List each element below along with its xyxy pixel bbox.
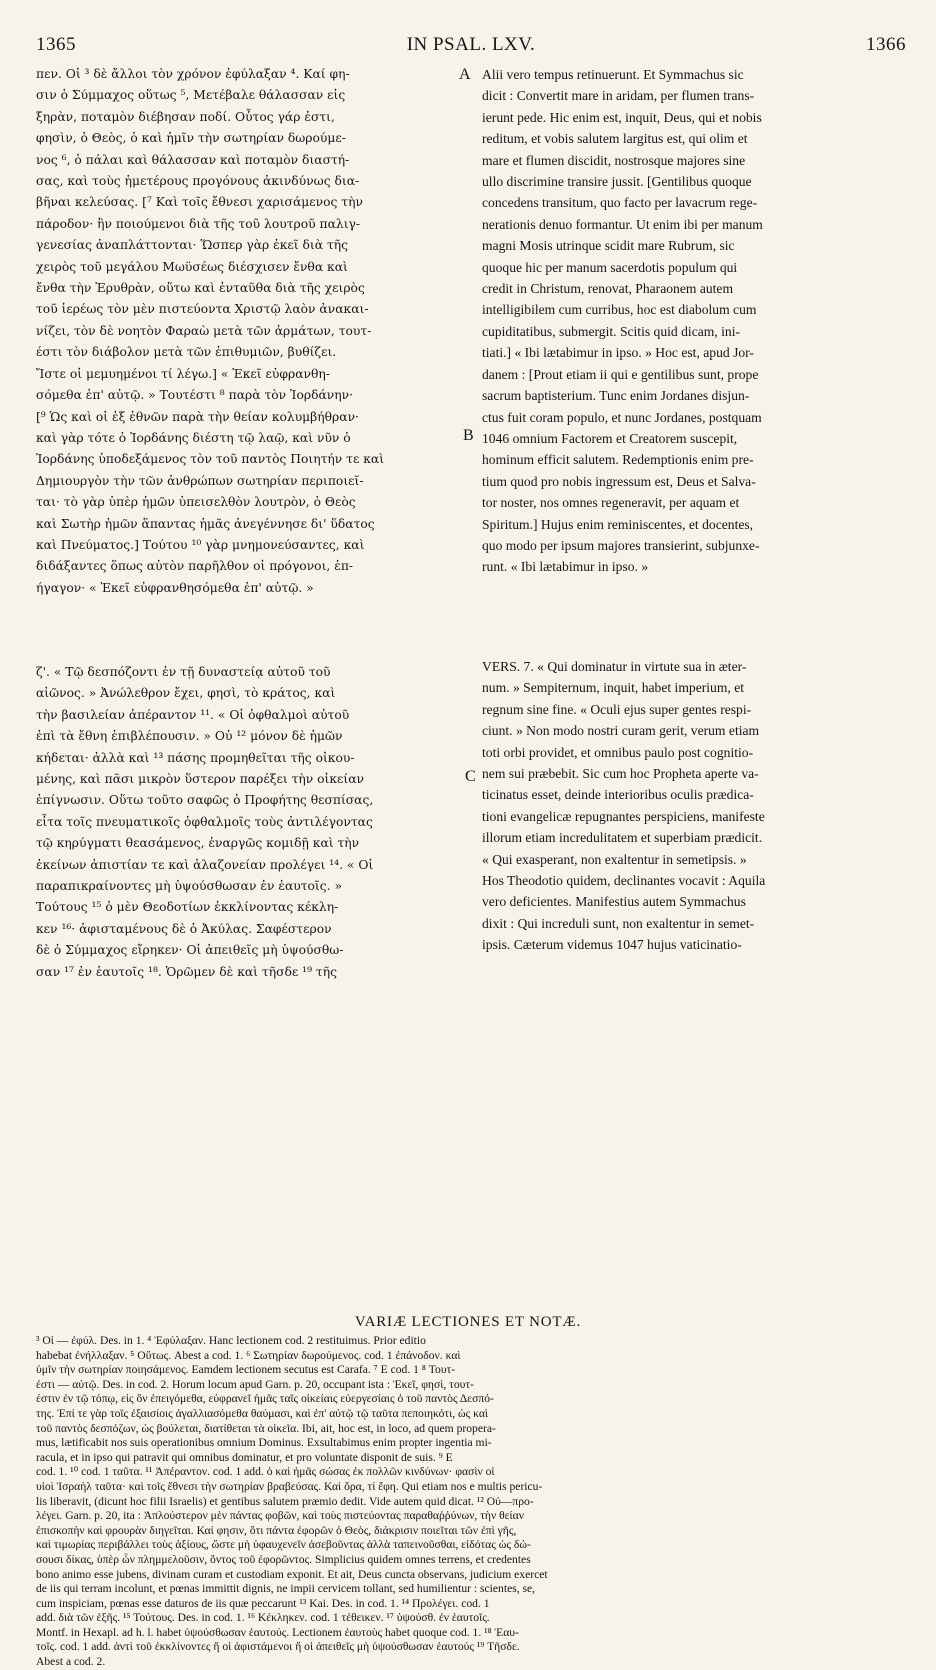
- latin-text-line: ticinatus esset, deinde interioribus oculis prædica-: [482, 787, 754, 803]
- running-title: IN PSAL. LXV.: [406, 34, 536, 55]
- footnote-line: έστιν ἐν τῷ τόπῳ, εἰς ὃν ἐπειγόμεθα, εὐφρανεῖ ἡμᾶς ταῖς οἰκείαις εὐεργεσίαις ὁ τοῦ παντὸς Δεσπό-: [36, 1392, 494, 1406]
- footnote-line: έστι — αὐτῷ. Des. in cod. 2. Horum locum apud Garn. p. 20, occupant ista : Ἐκεῖ, φησὶ, τουτ-: [36, 1377, 474, 1391]
- latin-text-line: credit in Christum, renovat, Pharaonem autem: [482, 281, 734, 297]
- greek-text-line: [⁹ Ὡς καὶ οἱ ἐξ ἐθνῶν παρὰ τὴν θείαν κολυμβήθραν·: [36, 409, 359, 424]
- footnote-line: ³ Οἱ — ἐφύλ. Des. in 1. ⁴ Ἐφύλαξαν. Hanc lectionem cod. 2 restituimus. Prior editio: [36, 1334, 426, 1347]
- latin-text-line: ullo discrimine transire jussit. [Gentilibus quoque: [482, 174, 752, 190]
- footnote-line: Abest a cod. 2.: [36, 1655, 106, 1669]
- latin-text-line: VERS. 7. « Qui dominatur in virtute sua in æter-: [482, 659, 747, 674]
- latin-text-line: reditum, et vobis salutem largitus est, qui olim et: [482, 131, 748, 147]
- footnote-line: ὑμῖν τὴν σωτηρίαν ποιησάμενος. Eamdem lectionem secutus est Carafa. ⁷ E cod. 1 ⁸ Τουτ-: [36, 1363, 456, 1377]
- greek-text-line: ἐπίγνωσιν. Οὕτω τοῦτο σαφῶς ὁ Προφήτης θεσπίσας,: [36, 793, 374, 808]
- greek-text-line: παραπικραίνοντες μὴ ὑψούσθωσαν ἐν ἑαυτοῖς. »: [36, 879, 342, 894]
- latin-column-top: [482, 64, 905, 652]
- latin-text-line: ctus fuit coram populo, et nunc Jordanes, postquam: [482, 409, 762, 425]
- greek-text-line: τῷ κηρύγματι θεασάμενος, ἐναργῶς κομιδῇ καὶ τὴν: [36, 836, 360, 851]
- greek-text-line: νος ⁶, ὁ πάλαι καὶ θάλασσαν καὶ ποταμὸν διαστή-: [36, 152, 350, 167]
- greek-text-line: καὶ γὰρ τότε ὁ Ἰορδάνης διέστη τῷ λαῷ, καὶ νῦν ὁ: [36, 430, 351, 445]
- latin-text-line: magni Mosis utrinque scidit mare Rubrum, sic: [482, 238, 735, 254]
- greek-text-line: Ἰορδάνης ὑποδεξάμενος τὸν τοῦ παντὸς Ποιητήν τε καὶ: [36, 452, 385, 467]
- greek-text-line: νίζει, τὸν δὲ νοητὸν Φαραὼ μετὰ τῶν ἁρμάτων, τουτ-: [36, 323, 372, 338]
- greek-text-line: κήδεται· ἀλλὰ καὶ ¹³ πάσης προμηθεῖται τῆς οἰκου-: [36, 750, 355, 765]
- greek-text-line: κεν ¹⁶· ἀφισταμένους δὲ ὁ Ἀκύλας. Σαφέστερον: [36, 921, 332, 936]
- greek-column-bottom: [36, 662, 454, 1314]
- greek-text-line: ἐκείνων ἀπιστίαν τε καὶ ἀλαζονείαν προλέγει ¹⁴. « Οἱ: [36, 857, 374, 872]
- section-marker-b: B: [463, 427, 474, 444]
- greek-text-line: χειρὸς τοῦ μεγάλου Μωϋσέως διέσχισεν ἔνθα καὶ: [36, 259, 348, 274]
- latin-text-line: regnum sine fine. « Oculi ejus super gentes respi-: [482, 701, 752, 717]
- latin-text-line: dicit : Convertit mare in aridam, per flumen trans-: [482, 88, 755, 104]
- greek-text-line: φησὶν, ὁ Θεὸς, ὁ καὶ ἡμῖν τὴν σωτηρίαν δωρούμε-: [36, 131, 346, 146]
- footnote-line: bono animo esse jubens, divinam curam et custodiam exponit. Et ait, Deus cuncta observans, judicium exercet: [36, 1567, 548, 1581]
- latin-text-line: tium quod pro nobis ingressum est, Deus et Salva-: [482, 473, 756, 489]
- latin-text-line: Alii vero tempus retinuerunt. Et Symmachus sic: [482, 67, 744, 82]
- footnotes: [36, 1334, 906, 1669]
- latin-text-line: ierunt pede. Hic enim est, inquit, Deus, qui et nobis: [482, 109, 762, 125]
- latin-text-line: 1046 omnium Factorem et Creatorem suscepit,: [482, 430, 738, 446]
- latin-text-line: dixit : Qui increduli sunt, non exaltentur in semet-: [482, 915, 755, 931]
- footnote-line: lis liberavit, (dicunt hoc filii Israelis) et gentibus salutem præmio dedit. Vide autem quid dicat. ¹² Οὐ—προ-: [36, 1494, 534, 1508]
- greek-text-line: σαν ¹⁷ ἐν ἑαυτοῖς ¹⁸. Ὁρῶμεν δὲ καὶ τῆσδε ¹⁹ τῆς: [36, 964, 337, 979]
- footnote-line: λέγει. Garn. p. 20, ita : Ἁπλούστερον μὲν πάντας φοβῶν, καὶ τοὺς πιστεύοντας παραθαῤῥύνων, τὴν θείαν: [36, 1509, 524, 1523]
- greek-text-line: βῆναι κελεύσας. [⁷ Καὶ τοῖς ἔθνεσι χαρισάμενος τὴν: [36, 195, 363, 210]
- latin-text-line: cupiditatibus, submergit. Scitis quid dicam, ini-: [482, 323, 741, 339]
- greek-text-line: καὶ Πνεύματος.] Τούτου ¹⁰ γὰρ μνημονεύσαντες, καὶ: [36, 537, 365, 552]
- latin-text-line: danem : [Prout etiam ii qui e gentilibus sunt, prope: [482, 366, 759, 382]
- greek-column-top: [36, 64, 454, 652]
- latin-text-line: « Qui exasperant, non exaltentur in semetipsis. »: [482, 851, 747, 867]
- latin-text-line: ipsis. Cæterum videmus 1047 hujus vaticinatio-: [482, 937, 742, 953]
- greek-text-line: αἰῶνος. » Ἀνώλεθρον ἔχει, φησὶ, τὸ κράτος, καὶ: [36, 686, 336, 701]
- section-marker-c: C: [465, 768, 476, 785]
- greek-text-line: γενεσίας ἀναπλάττονται· Ὥσπερ γὰρ ἐκεῖ διὰ τῆς: [36, 238, 349, 253]
- greek-text-line: Δημιουργὸν τὴν τῶν ἀνθρώπων σωτηρίαν περιποιεῖ-: [36, 473, 364, 488]
- latin-text-line: quoque hic per manum sacerdotis populum qui: [482, 259, 738, 275]
- footnote-line: de iis qui terram incolunt, et pœnas immittit dignis, ne impii cervicem tollant, sed humilientur : scientes, se,: [36, 1582, 536, 1596]
- greek-text-line: Τούτους ¹⁵ ὁ μὲν Θεοδοτίων ἐκκλίνοντας κέκλη-: [36, 900, 339, 915]
- footnote-line: ἐπισκοπὴν καὶ φρουρὰν διηγεῖται. Καί φησιν, ὅτι πάντα ἐφορῶν ὁ Θεὸς, διάκρισιν ποιεῖται τῶν ἐπὶ γῆς,: [36, 1523, 517, 1537]
- latin-text-line: Hos Theodotio quidem, declinantes vocavit : Aquila: [482, 873, 766, 889]
- greek-text-line: ήγαγον· « Ἐκεῖ εὐφρανθησόμεθα ἐπ' αὐτῷ. »: [36, 580, 314, 595]
- footnote-line: υἱοὶ Ἰσραὴλ ταῦτα· καὶ τοῖς ἔθνεσι τὴν σωτηρίαν βραβεύσας. Καὶ ὅρα, τί ἔφη. Qui etiam nos e multis pericu-: [36, 1479, 543, 1493]
- greek-text-line: τοῦ ἱερέως τὸν μὲν πιστεύοντα Χριστῷ λαὸν ἀνακαι-: [36, 302, 369, 317]
- greek-text-line: δὲ ὁ Σύμμαχος εἴρηκεν· Οἱ ἀπειθεῖς μὴ ὑψούσθω-: [36, 943, 344, 958]
- footnote-line: cod. 1. ¹⁰ cod. 1 ταῦτα. ¹¹ Ἀπέραντον. cod. 1 add. ὁ καὶ ἡμᾶς σώσας ἐκ πολλῶν κινδύνων· φασὶν οἱ: [36, 1465, 495, 1479]
- latin-text-line: sacrum baptisterium. Tunc enim Jordanes disjun-: [482, 388, 750, 404]
- greek-text-line: πεν. Οἱ ³ δὲ ἄλλοι τὸν χρόνον ἐφύλαξαν ⁴. Καί φη-: [36, 67, 350, 81]
- latin-text-line: intelligibilem cum curribus, hoc est diabolum cum: [482, 302, 757, 318]
- latin-text-line: Spiritum.] Hujus enim reminiscentes, et docentes,: [482, 516, 754, 532]
- footnote-line: racula, et in ipso qui patravit qui omnibus dominatur, et pro voluntate disponit de suis. ⁹ E: [36, 1450, 453, 1464]
- greek-text-line: τὴν βασιλείαν ἀπέραντον ¹¹. « Οἱ ὀφθαλμοὶ αὐτοῦ: [36, 707, 350, 722]
- latin-text-line: concedens transitum, quo facto per lavacrum rege-: [482, 195, 758, 211]
- latin-text-line: illorum etiam incredulitatem et superbiam prædicit.: [482, 830, 763, 846]
- greek-text-line: σόμεθα ἐπ' αὐτῷ. » Τουτέστι ⁸ παρὰ τὸν Ἰορδάνην·: [36, 388, 354, 403]
- greek-text-line: σιν ὁ Σύμμαχος οὕτως ⁵, Μετέβαλε θάλασσαν εἰς: [36, 88, 346, 103]
- latin-text-line: toti orbi providet, et omnibus paulo post cognitio-: [482, 744, 754, 760]
- page-header: [36, 26, 906, 56]
- latin-text-line: tor noster, nos omnes regeneravit, per aquam et: [482, 495, 740, 511]
- greek-text-line: Ἴστε οἱ μεμυημένοι τί λέγω.] « Ἐκεῖ εὐφρανθη-: [36, 366, 330, 381]
- greek-text-line: εἶτα τοῖς πνευματικοῖς ὀφθαλμοῖς τοὺς ἀντιλέγοντας: [36, 814, 373, 829]
- greek-text-line: έστι τὸν διάβολον μετὰ τῶν ἐπιθυμιῶν, βυθίζει.: [36, 345, 337, 360]
- footnote-line: τοῖς. cod. 1 add. ἀντὶ τοῦ ἐκκλίνοντες ἤ οἱ ἀφιστάμενοι ἤ οἱ ἀπειθεῖς μὴ ὑψούσθωσαν ἑαυτούς ¹⁹ Τῆσδε.: [36, 1640, 520, 1654]
- footnote-line: σουσι δίκας, ὑπὲρ ὧν πλημμελοῦσιν, ὄντος τοῦ ἐφορῶντος. Simplicius quidem omnes terrens, et credentes: [36, 1552, 531, 1566]
- latin-text-line: nerationis denuo formantur. Ut enim ibi per manum: [482, 216, 763, 232]
- footnote-line: habebat ἐνήλλαξαν. ⁵ Οὕτως. Abest a cod. 1. ⁶ Σωτηρίαν δωρούμενος. cod. 1 ἐπάνοδον. καὶ: [36, 1348, 461, 1362]
- greek-text-line: διδάξαντες ὅπως αὐτὸν παρῆλθον οἱ πρόγονοι, ἐπ-: [36, 559, 354, 574]
- footnote-line: της. Ἐπί τε γὰρ τοῖς ἐξαισίοις ἀγαλλιασόμεθα θαύμασι, καὶ ἐπ' αὐτῷ τῷ ταῦτα πεποιηκότι, ὡς καὶ: [36, 1406, 489, 1420]
- latin-column-bottom: [482, 656, 905, 1308]
- latin-text-line: quo modo per ipsum majores transierint, subjunxe-: [482, 537, 760, 553]
- latin-text-line: hominum efficit salutem. Redemptionis enim pre-: [482, 452, 754, 468]
- section-marker-a: A: [459, 66, 471, 83]
- footnote-line: mus, lætificabit nos suis operationibus omnium Dominus. Exsultabimus enim propter ingentia mi-: [36, 1436, 492, 1450]
- footnote-line: Montf. in Hexapl. ad h. l. habet ὑψούσθωσαν ἑαυτούς. Lectionem ἑαυτοὺς habet quoque cod. 1. ¹⁸ Ἑαυ-: [36, 1625, 519, 1639]
- page-number-right: 1366: [866, 34, 906, 55]
- latin-text-line: mare et flumen discidit, nostrosque majores sine: [482, 152, 746, 168]
- greek-text-line: καὶ Σωτὴρ ἡμῶν ἅπαντας ἡμᾶς ἀνεγέννησε δι' ὕδατος: [36, 516, 375, 531]
- notes-heading: VARIÆ LECTIONES ET NOTÆ.: [354, 1314, 582, 1330]
- greek-text-line: σας, καὶ τοὺς ἡμετέρους προγόνους ἀκινδύνως δια-: [36, 174, 360, 189]
- latin-text-line: tioni evangelicæ repugnantes perspiciens, manifeste: [482, 808, 765, 824]
- footnote-line: τοῦ παντὸς δεσπόζων, ὡς βούλεται, διατίθεται τὰ οἰκεῖα. Ibi, ait, hoc est, in loco, ad quem propera-: [36, 1421, 496, 1435]
- greek-text-line: μένης, καὶ πᾶσι μικρὸν ὕστερον παρέξει τὴν οἰκείαν: [36, 772, 365, 787]
- page-number-left: 1365: [36, 34, 76, 55]
- greek-text-line: πάροδον· ἣν ποιούμενοι διὰ τῆς τοῦ λουτροῦ παλιγ-: [36, 216, 361, 231]
- greek-text-line: ἔνθα τὴν Ἐρυθρὰν, οὕτω καὶ ἐνταῦθα διὰ τῆς χειρὸς: [36, 281, 365, 296]
- latin-text-line: ciunt. » Non modo nostri curam gerit, verum etiam: [482, 723, 760, 739]
- latin-text-line: num. » Sempiternum, inquit, habet imperium, et: [482, 680, 745, 696]
- greek-text-line: ται· τὸ γὰρ ὑπὲρ ἡμῶν ὑπεισελθὸν λουτρὸν, ὁ Θεὸς: [36, 495, 356, 510]
- greek-text-line: ξηρὰν, ποταμὸν διέβησαν ποδί. Οὗτος γάρ ἐστι,: [36, 109, 335, 124]
- latin-text-line: vero deficientes. Manifestius autem Symmachus: [482, 894, 746, 910]
- latin-text-line: runt. « Ibi lætabimur in ipso. »: [482, 559, 649, 575]
- greek-text-line: ζ'. « Τῷ δεσπόζοντι ἐν τῇ δυναστείᾳ αὐτοῦ τοῦ: [36, 665, 331, 679]
- footnote-line: cum inspiciam, pœnas esse daturos de iis quæ peccarunt ¹³ Kai. Des. in cod. 1. ¹⁴ Προλέγει. cod. 1: [36, 1596, 490, 1610]
- latin-text-line: tiati.] « Ibi lætabimur in ipso. » Hoc est, apud Jor-: [482, 345, 754, 361]
- footnote-line: add. διὰ τῶν ἑξῆς. ¹⁵ Τούτους. Des. in cod. 1. ¹⁶ Κέκληκεν. cod. 1 τέθεικεν. ¹⁷ ὑψούσθ. ἐν ἑαυτοῖς.: [36, 1611, 490, 1625]
- latin-text-line: nem sui præbebit. Sic cum hoc Propheta aperte va-: [482, 766, 759, 782]
- footnote-line: καὶ τιμωρίας περιβάλλει τοὺς ἀξίους, ὥστε μὴ ὑφαυχενεῖν ἀσεβοῦντας ἀλλὰ ταπεινοῦσθαι, εἰδότας ὡς δώ-: [36, 1538, 531, 1552]
- greek-text-line: ἐπὶ τὰ ἔθνη ἐπιβλέπουσιν. » Οὐ ¹² μόνον δὲ ἡμῶν: [36, 729, 343, 744]
